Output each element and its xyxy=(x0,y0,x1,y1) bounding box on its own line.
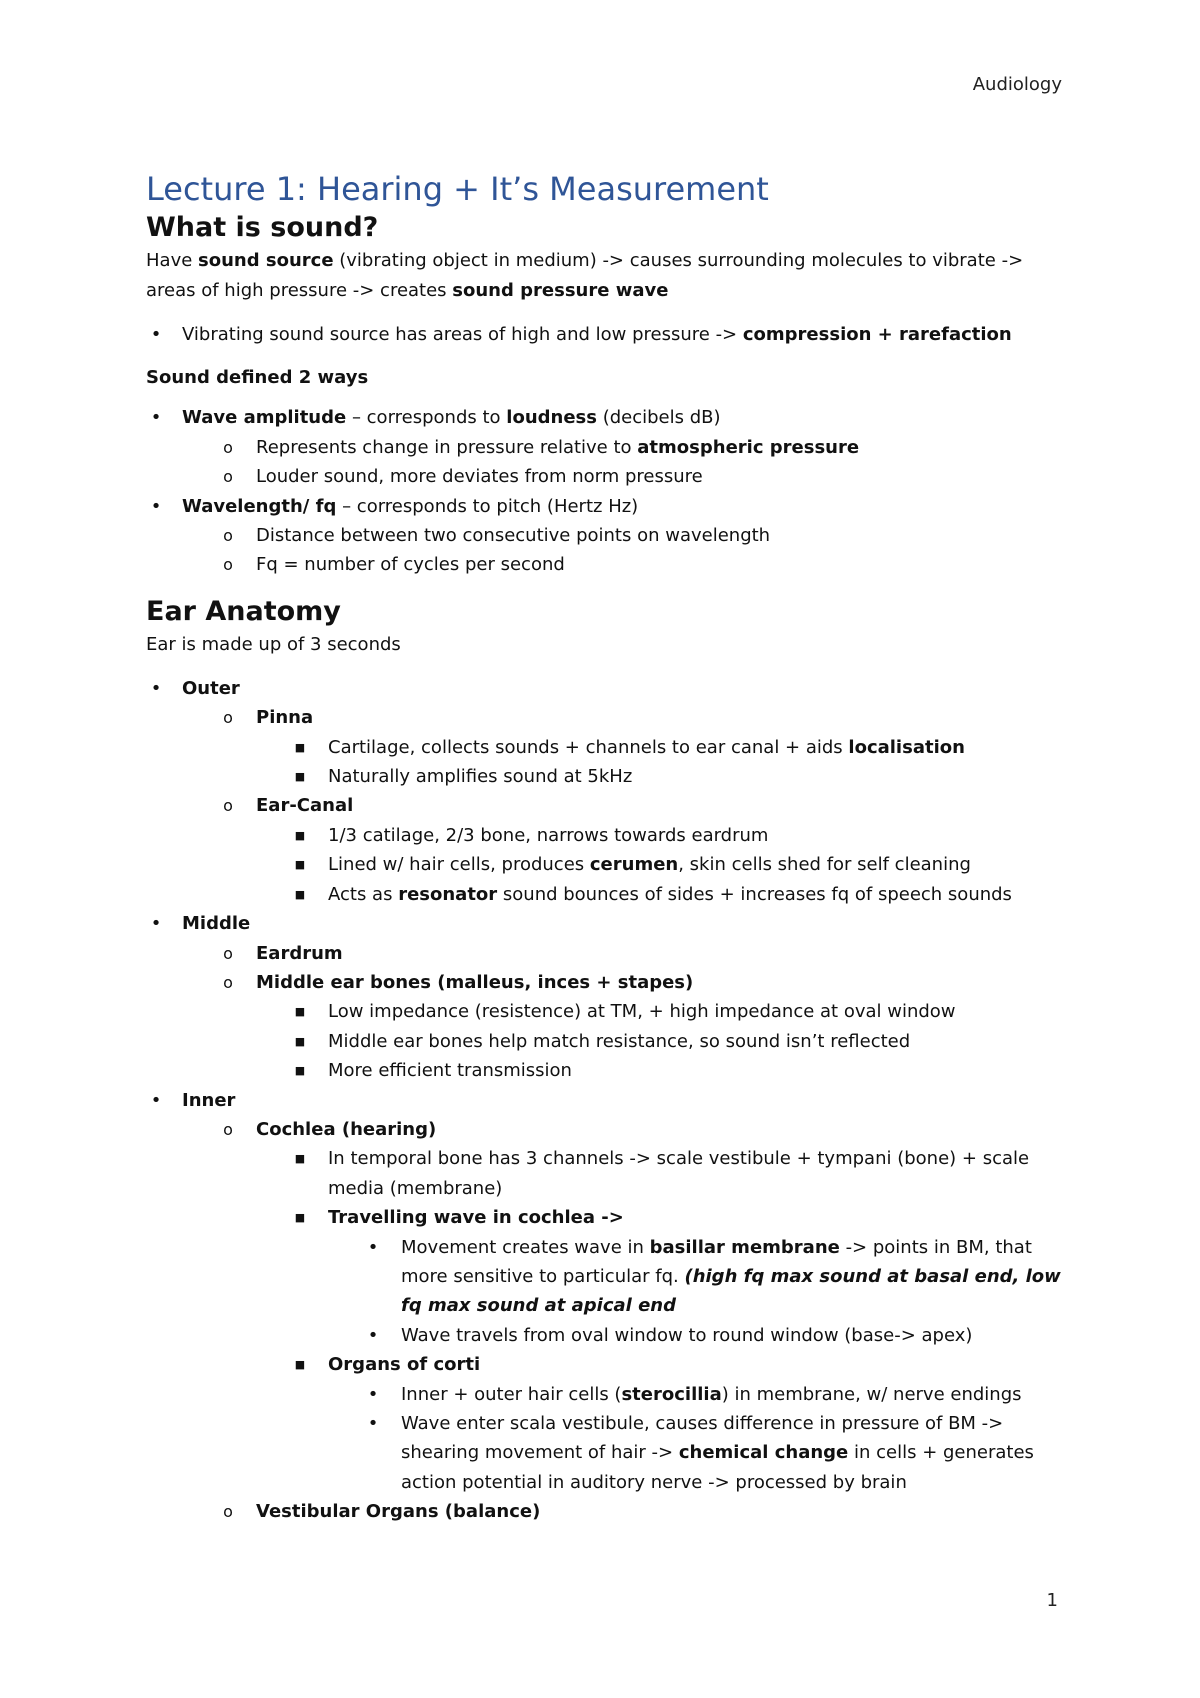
list-item: ■ Naturally amplifies sound at 5kHz xyxy=(294,766,633,788)
list-item: o Represents change in pressure relative to atmospheric pressure xyxy=(223,436,860,458)
list-item: ■ Travelling wave in cochlea -> xyxy=(294,1207,624,1229)
list-item: ■ Lined w/ hair cells, produces cerumen, skin cells shed for self cleaning xyxy=(294,854,971,876)
list-item: o Pinna xyxy=(223,707,314,729)
ear-intro: Ear is made up of 3 seconds xyxy=(146,633,401,655)
list-item: • Movement creates wave in basillar membrane -> points in BM, that more sensitive to particular fq. (high fq max sound at basal end, low fq max sound at apical end xyxy=(367,1236,1061,1317)
list-item: • Inner xyxy=(150,1089,236,1111)
list-item: ■ Organs of corti xyxy=(294,1354,481,1376)
list-item: o Cochlea (hearing) xyxy=(223,1118,437,1140)
page-number: 1 xyxy=(1046,1590,1058,1611)
sound-definition-list xyxy=(146,403,1066,579)
list-item: ■ Low impedance (resistence) at TM, + high impedance at oval window xyxy=(294,1001,956,1023)
heading-what-is-sound: What is sound? xyxy=(146,212,379,243)
list-item: • Inner + outer hair cells (sterocillia) in membrane, w/ nerve endings xyxy=(367,1383,1022,1405)
list-item: ■ Cartilage, collects sounds + channels to ear canal + aids localisation xyxy=(294,736,965,758)
running-header: Audiology xyxy=(972,74,1062,95)
list-item: • Wave enter scala vestibule, causes difference in pressure of BM -> shearing movement of hair -> chemical change in cells + generates action potential in auditory nerve -> processed by brain xyxy=(367,1413,1034,1493)
list-item: • Outer xyxy=(150,677,240,699)
list-item: • Vibrating sound source has areas of high and low pressure -> compression + rarefaction xyxy=(150,324,1012,345)
list-item: • Wavelength/ fq – corresponds to pitch (Hertz Hz) xyxy=(150,495,639,517)
heading-ear-anatomy: Ear Anatomy xyxy=(146,595,341,627)
list-item: o Ear-Canal xyxy=(223,795,354,817)
page-content xyxy=(146,168,1066,1527)
list-item: o Fq = number of cycles per second xyxy=(223,554,565,576)
list-item: o Eardrum xyxy=(223,942,343,964)
list-item: • Middle xyxy=(150,913,251,935)
list-item: o Distance between two consecutive points on wavelength xyxy=(223,525,771,547)
list-item: ■ In temporal bone has 3 channels -> scale vestibule + tympani (bone) + scale media (membrane) xyxy=(294,1148,1030,1199)
list-item: ■ More efficient transmission xyxy=(294,1060,572,1082)
list-item: o Vestibular Organs (balance) xyxy=(223,1501,541,1523)
list-item: ■ Acts as resonator sound bounces of sides + increases fq of speech sounds xyxy=(294,883,1012,905)
sound-defined-subheading: Sound defined 2 ways xyxy=(146,367,369,389)
list-item: ■ 1/3 catilage, 2/3 bone, narrows towards eardrum xyxy=(294,824,769,846)
lecture-title: Lecture 1: Hearing + It’s Measurement xyxy=(146,170,769,208)
list-item: • Wave amplitude – corresponds to loudness (decibels dB) xyxy=(150,407,721,429)
list-item: ■ Middle ear bones help match resistance, so sound isn’t reflected xyxy=(294,1030,911,1052)
list-item: o Middle ear bones (malleus, inces + stapes) xyxy=(223,971,694,993)
list-item: • Wave travels from oval window to round window (base-> apex) xyxy=(367,1324,973,1346)
sound-intro-paragraph: Have sound source (vibrating object in medium) -> causes surrounding molecules to vibrate -> areas of high pressure -> creates sound pressure wave xyxy=(146,250,1024,301)
list-item: o Louder sound, more deviates from norm pressure xyxy=(223,466,703,488)
ear-anatomy-list xyxy=(146,674,1066,1527)
sound-source-list xyxy=(146,320,1066,349)
